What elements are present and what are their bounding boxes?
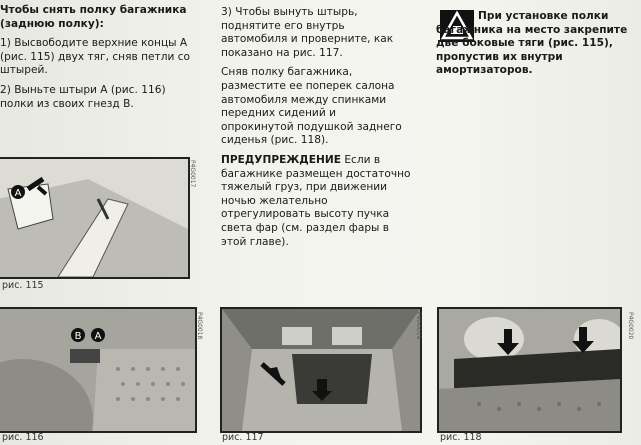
- figure-118-caption: рис. 118: [440, 432, 482, 443]
- warning-title: ПРЕДУПРЕЖДЕНИЕ: [221, 153, 341, 166]
- step-1: 1) Высвободите верхние концы А (рис. 115) двух тяг, сняв петли со штырей.: [0, 37, 191, 77]
- column-right: [436, 10, 636, 84]
- figure-116-image: [0, 307, 197, 433]
- step-2: 2) Выньте штыри А (рис. 116) полки из своих гнезд В.: [0, 83, 166, 110]
- warning-paragraph: [221, 154, 411, 249]
- figure-118-image: [437, 307, 622, 433]
- figure-118-code: P4G0020: [627, 312, 634, 340]
- figure-117-code: P4G0019: [415, 312, 422, 340]
- figure-116-code: P4G0018: [196, 312, 203, 340]
- label-b: B: [74, 331, 82, 342]
- column-middle: [221, 6, 411, 255]
- column-left: [0, 4, 198, 117]
- figure-115-code: P4G0017: [189, 160, 196, 188]
- figure-117-caption: рис. 117: [222, 432, 264, 443]
- storage-paragraph: Сняв полку багажника, разместите ее поперек салона автомобиля между спинками передних сидений и опрокинутой подушкой заднего сиденья (рис. 118).: [221, 66, 402, 147]
- figure-115-caption: рис. 115: [2, 280, 44, 291]
- step-3: 3) Чтобы вынуть штырь, поднятите его внутрь автомобиля и проверните, как показано на рис. 117.: [221, 6, 394, 59]
- label-a: A: [14, 188, 22, 199]
- label-a: A: [94, 331, 102, 342]
- warning-text: Если в багажнике размещен достаточно тяжелый груз, при движении ночью желательно отрегулировать высоту пучка света фар (см. раздел фары в этой главе).: [221, 153, 411, 248]
- installation-note: При установке полки багажника на место закрепите две боковые тяги (рис. 115), пропустив их внутри амортизаторов.: [436, 10, 628, 77]
- figure-116-caption: рис. 116: [2, 432, 44, 443]
- section-heading: Чтобы снять полку багажника (заднюю полку):: [0, 4, 187, 30]
- figure-117-image: [220, 307, 422, 433]
- figure-115-image: [0, 157, 190, 279]
